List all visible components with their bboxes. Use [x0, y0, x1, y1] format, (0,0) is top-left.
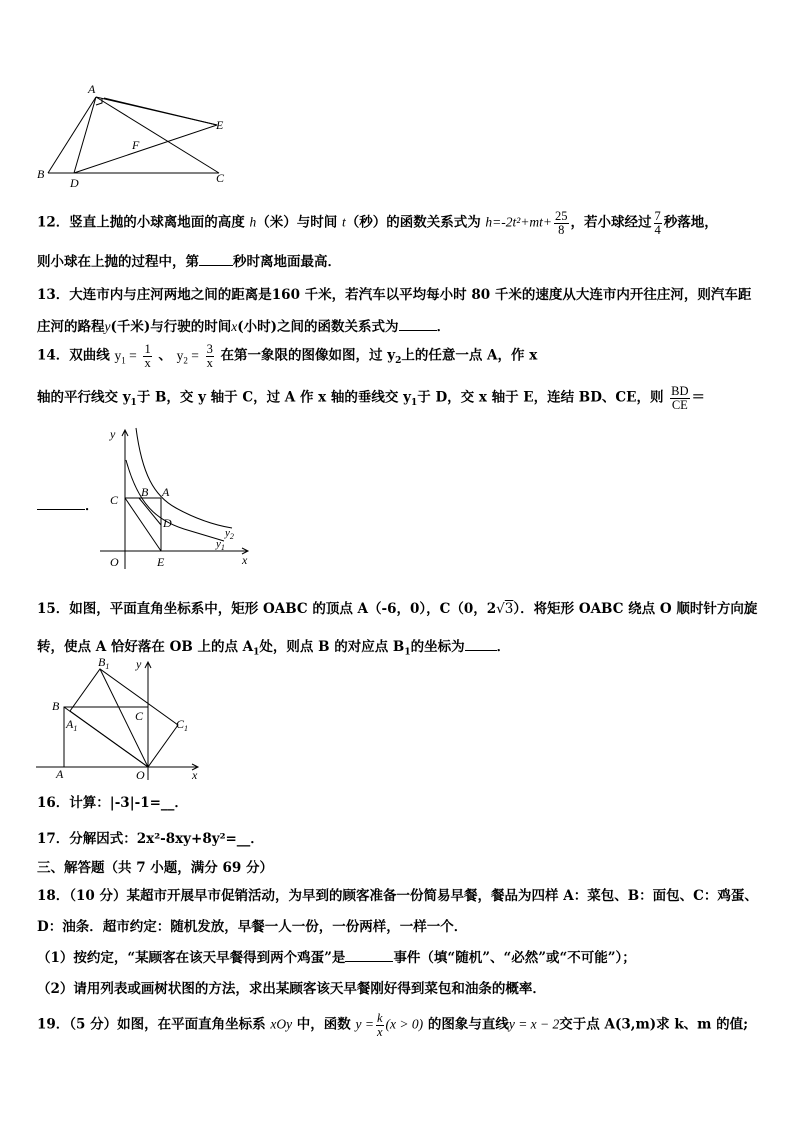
svg-text:A: A [162, 485, 170, 499]
svg-text:x: x [192, 768, 198, 782]
q17: 17．分解因式：2x²-8xy+8y²=__． [37, 831, 264, 847]
svg-text:y: y [136, 657, 142, 671]
svg-text:y1: $y_1$ [216, 538, 225, 552]
label-D: D [70, 176, 79, 190]
q13-line2: 庄河的路程y(千米)与行驶的时间x(小时)之间的函数关系式为 ． [37, 319, 451, 335]
q14-line2: 轴的平行线交 $y_1$于 B，交 y 轴于 C，过 A 作 x 轴的垂线交 $y_1$于 D，交 x 轴于 E，连结 BD、CE，则 $\frac{BD}{CE}$ ＝ [37, 384, 706, 412]
q15-line1: 15．如图，平面直角坐标系中，矩形 OABC 的顶点 A（-6，0），C（0，2√3）．将矩形 OABC 绕点 O 顺时针方向旋 [37, 601, 758, 617]
q19: 19．（5 分）如图，在平面直角坐标系 xOy 中，函数 y = $\frac{k}{x}$ (x > 0) 的图象与直线y = x − 2交于点 A(3,m)求 k、m 的值; [37, 1011, 749, 1039]
label-F: F [132, 138, 140, 152]
q18-line2: D：油条．超市约定：随机发放，早餐一人一份，一份两样，一样一个． [37, 919, 468, 935]
svg-text:A1: $A_1$ [66, 717, 78, 733]
q15-figure [36, 656, 206, 784]
svg-text:B1: $B_1$ [98, 656, 110, 671]
svg-text:B: B [141, 485, 149, 499]
label-E: E [216, 118, 224, 132]
q14-figure [96, 424, 256, 572]
q11-figure [34, 80, 234, 192]
svg-text:C: C [110, 493, 119, 507]
svg-text:y2: $y_2$ [225, 527, 234, 541]
q15-line2: 转，使点 A 恰好落在 OB 上的点 $A_1$处，则点 B 的对应点 $B_1$的坐标为 ． [37, 639, 511, 658]
q12-line2: 则小球在上抛的过程中，第 秒时离地面最高． [37, 254, 341, 270]
q13-line1: 13．大连市内与庄河两地之间的距离是160 千米，若汽车以平均每小时 80 千米的速度从大连市内开往庄河，则汽车距 [37, 287, 752, 303]
svg-text:E: E [157, 555, 165, 569]
label-C: C [216, 171, 225, 185]
svg-text:y: y [110, 427, 116, 441]
svg-text:C1: $C_1$ [176, 717, 189, 733]
svg-text:B: B [52, 699, 60, 713]
q16: 16．计算：|-3|-1=__． [37, 795, 188, 811]
svg-text:x: x [242, 553, 248, 567]
q18-part2: （2）请用列表或画树状图的方法，求出某顾客该天早餐刚好得到菜包和油条的概率． [37, 981, 546, 997]
q12-line1: 12．竖直上抛的小球离地面的高度 h（米）与时间 t（秒）的函数关系式为 h=-2t²+mt+ $\frac{25}{8}$ ，若小球经过 $\frac{7}{4}$ 秒落地， [37, 209, 718, 237]
svg-text:C: C [135, 709, 144, 723]
svg-text:D: D [163, 516, 172, 530]
svg-text:A: A [56, 767, 64, 781]
q14-answer: ． [37, 494, 99, 514]
section3-title: 三、解答题（共 7 小题，满分 69 分） [37, 860, 273, 876]
svg-text:O: O [136, 768, 145, 782]
q18-line1: 18．（10 分）某超市开展早市促销活动，为早到的顾客准备一份简易早餐，餐品为四样 A：菜包、B：面包、C：鸡蛋、 [37, 888, 758, 904]
q18-part1: （1）按约定，“某顾客在该天早餐得到两个鸡蛋”是 事件（填“随机”、“必然”或“不可能”）； [37, 950, 636, 966]
label-B: B [37, 167, 45, 181]
q14-line1: 14．双曲线 $y_1$ = $\frac{1}{x}$ 、 $y_2$ = $\frac{3}{x}$ 在第一象限的图像如图，过 $y_2$上的任意一点 A，作 x [37, 342, 538, 370]
label-A: A [88, 82, 96, 96]
svg-text:O: O [110, 555, 119, 569]
curve-y2 [136, 428, 232, 528]
